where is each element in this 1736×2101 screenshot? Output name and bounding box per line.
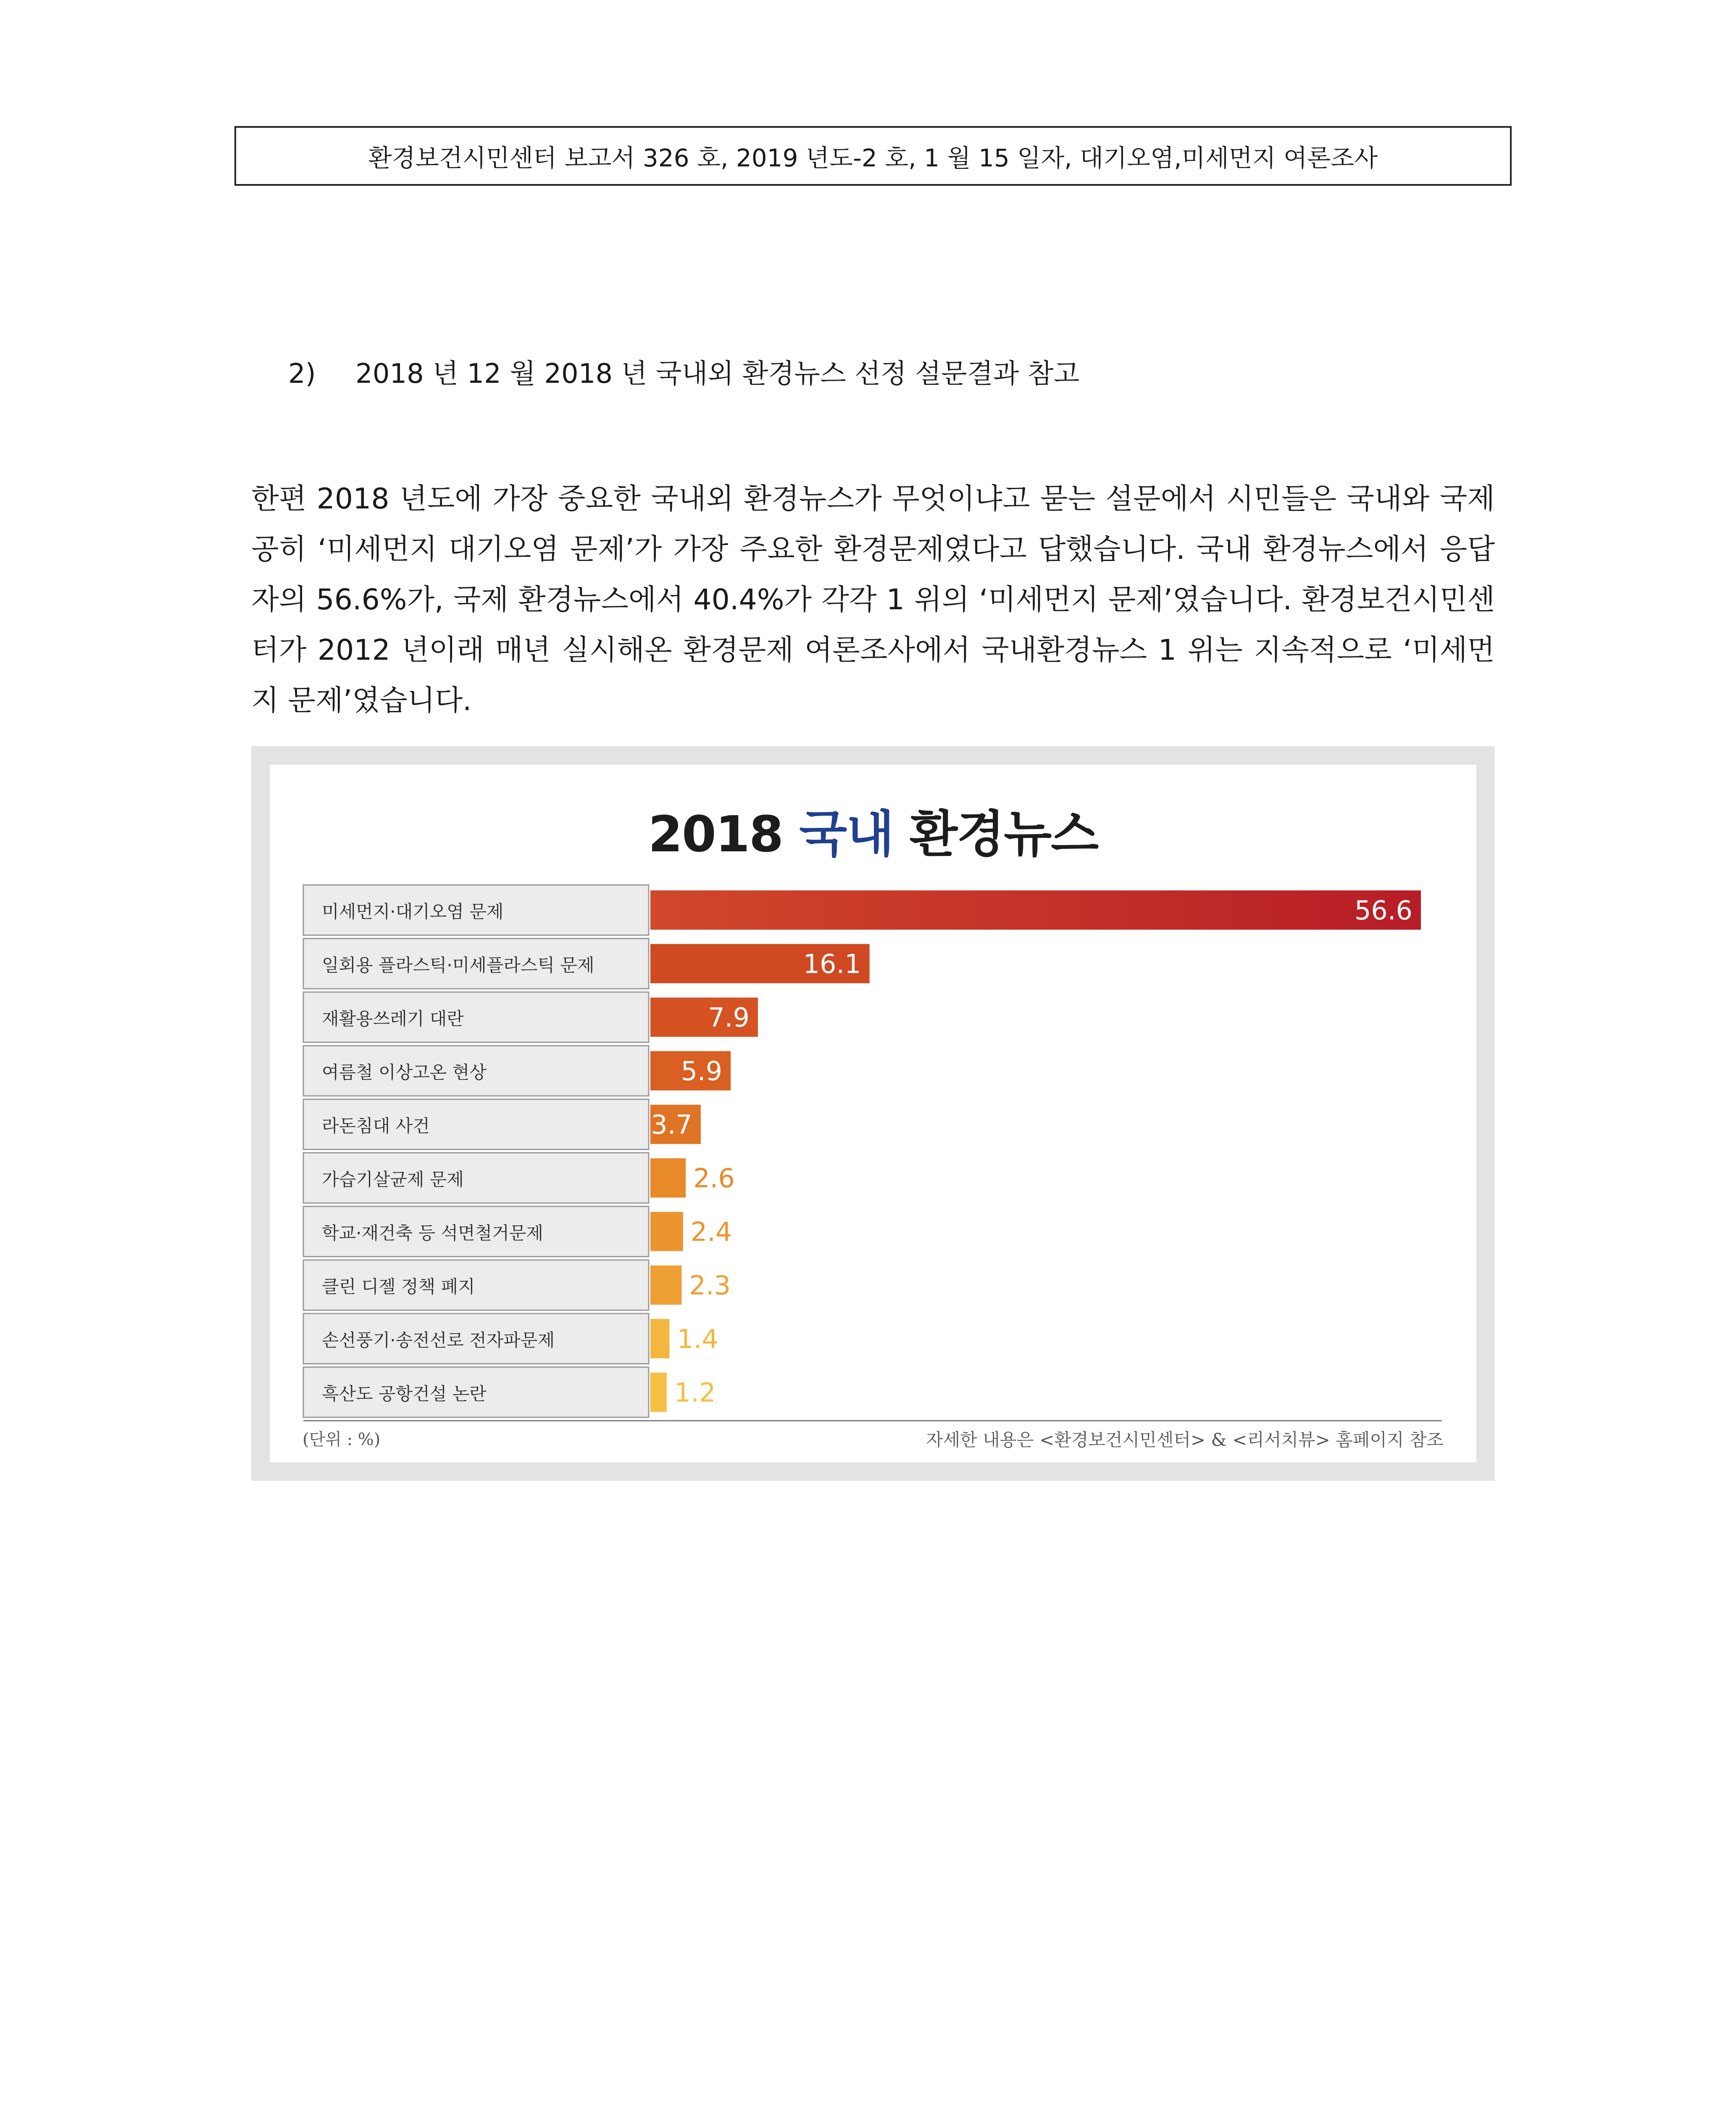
value-label: 5.9 [681, 1056, 723, 1087]
value-label: 16.1 [803, 948, 861, 979]
chart-title-suffix: 환경뉴스 [910, 805, 1098, 863]
body-paragraph: 한편 2018 년도에 가장 중요한 국내외 환경뉴스가 무엇이냐고 묻는 설문에서 시민들은 국내와 국제 공히 ‘미세먼지 대기오염 문제’가 가장 주요한 환경문제였다고 답했습니다. 국내 환경뉴스에서 응답자의 56.6%가, 국제 환경뉴스에서 40.4%가 각각 1 위의 ‘미세먼지 문제’였습니다. 환경보건시민센터가 2012 년이래 매년 실시해온 환경문제 여론조사에서 국내환경뉴스 1 위는 지속적으로 ‘미세먼지 문제’였습니다. [251, 482, 1495, 717]
bar [650, 1319, 669, 1359]
chart-panel [270, 765, 1476, 1462]
report-header-text: 환경보건시민센터 보고서 326 호, 2019 년도-2 호, 1 월 15 일자, 대기오염,미세먼지 여론조사 [368, 144, 1378, 172]
section-heading [288, 352, 1079, 391]
value-label: 1.4 [677, 1323, 718, 1354]
category-label: 클린 디젤 정책 폐지 [322, 1276, 475, 1297]
value-label: 1.2 [674, 1377, 716, 1408]
bar [650, 1158, 686, 1198]
category-label: 일회용 플라스틱·미세플라스틱 문제 [322, 955, 594, 976]
category-label: 손선풍기·송전선로 전자파문제 [322, 1330, 555, 1351]
value-label: 7.9 [708, 1002, 750, 1033]
value-label: 2.4 [690, 1216, 732, 1247]
bar [650, 1373, 667, 1412]
section-title: 2018 년 12 월 2018 년 국내외 환경뉴스 선정 설문결과 참고 [355, 358, 1080, 390]
category-label: 미세먼지·대기오염 문제 [322, 901, 504, 922]
bar [650, 890, 1421, 930]
category-label: 재활용쓰레기 대란 [322, 1008, 464, 1029]
chart-title-year: 2018 [648, 805, 783, 863]
category-label: 가습기살균제 문제 [322, 1169, 464, 1190]
category-label: 라돈침대 사건 [322, 1115, 430, 1136]
report-header [234, 126, 1512, 186]
bar [650, 1212, 683, 1251]
value-label: 2.3 [689, 1270, 731, 1301]
bar [650, 1266, 682, 1305]
unit-note: (단위 : %) [302, 1430, 381, 1449]
source-note: 자세한 내용은 <환경보건시민센터> & <리서치뷰> 홈페이지 참조 [926, 1430, 1444, 1450]
category-label: 흑산도 공항건설 논란 [322, 1383, 487, 1404]
category-label: 학교·재건축 등 석면철거문제 [322, 1222, 543, 1243]
figure-frame [251, 746, 1495, 1481]
value-label: 2.6 [693, 1163, 735, 1194]
category-label: 여름철 이상고온 현상 [322, 1062, 487, 1083]
value-label: 3.7 [651, 1109, 692, 1140]
bar-chart [270, 765, 1476, 1462]
section-number: 2) [288, 358, 316, 390]
value-label: 56.6 [1354, 895, 1412, 926]
chart-title-highlight: 국내 [799, 805, 894, 863]
